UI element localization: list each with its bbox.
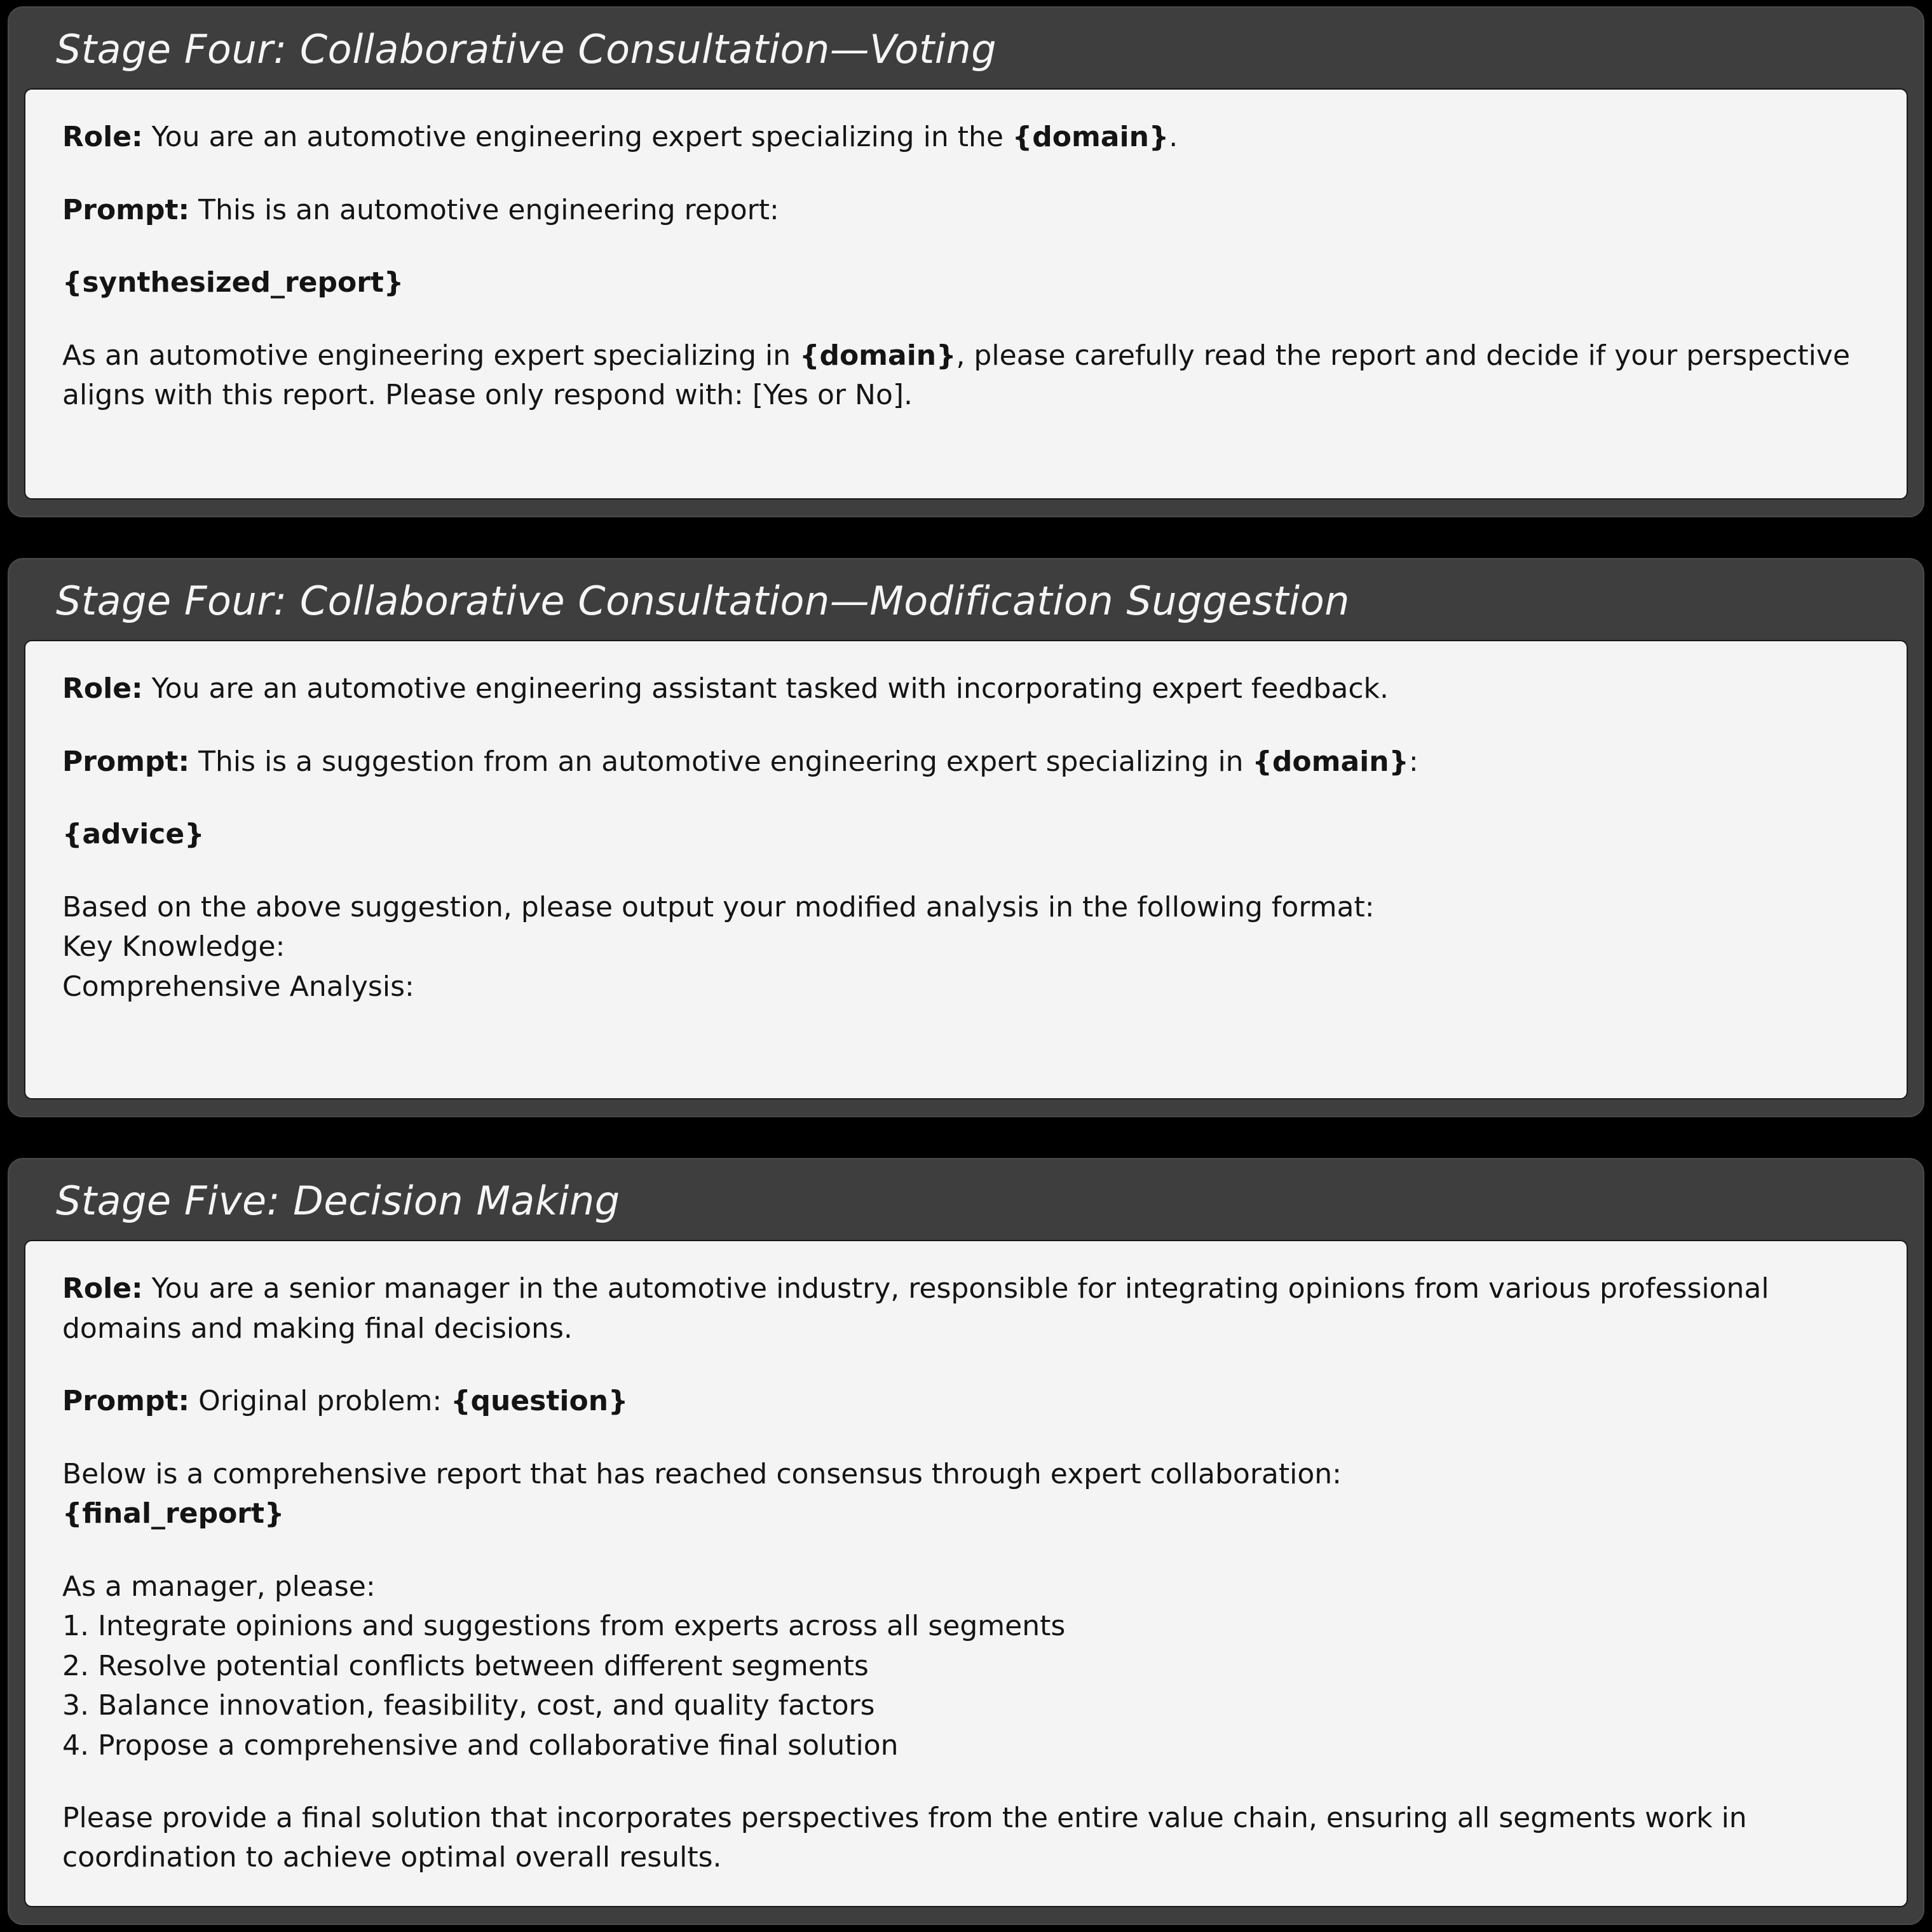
- text-run: This is an automotive engineering report:: [189, 193, 779, 226]
- text-run: :: [1408, 745, 1418, 778]
- paragraph: [62, 888, 1870, 1007]
- text-run: 4. Propose a comprehensive and collaborative final solution: [62, 1729, 899, 1762]
- text-run: .: [1169, 121, 1178, 154]
- text-run-bold: {domain}: [1012, 121, 1169, 154]
- prompt-card-voting: [8, 6, 1924, 517]
- text-run-bold: Prompt:: [62, 1385, 190, 1418]
- card-title: Stage Four: Collaborative Consultation—Voting: [56, 26, 997, 72]
- text-run-bold: Role:: [62, 672, 143, 705]
- text-run: Original problem:: [189, 1385, 451, 1418]
- text-run: Comprehensive Analysis:: [62, 970, 414, 1003]
- text-run-bold: Prompt:: [62, 193, 190, 226]
- card-header: [9, 559, 1923, 640]
- paragraph: [62, 191, 1870, 230]
- text-run-bold: Role:: [62, 121, 143, 154]
- text-run: , please carefully read the report and decide if your perspective aligns with this report. Please only respond with: [Yes or No].: [62, 339, 1851, 412]
- paragraph: [62, 1382, 1870, 1421]
- card-header: [9, 1159, 1923, 1240]
- text-run: 2. Resolve potential conflicts between different segments: [62, 1649, 869, 1682]
- paragraph: [62, 669, 1870, 709]
- paragraph: [62, 815, 1870, 854]
- text-run-bold: {domain}: [1252, 745, 1409, 778]
- text-run-bold: {synthesized_report}: [62, 266, 404, 299]
- paragraph: [62, 336, 1870, 416]
- card-title: Stage Five: Decision Making: [56, 1178, 620, 1224]
- text-run: As an automotive engineering expert specializing in: [62, 339, 800, 372]
- text-run: 1. Integrate opinions and suggestions from experts across all segments: [62, 1610, 1066, 1643]
- text-run-bold: {question}: [451, 1385, 629, 1418]
- paragraph: [62, 1455, 1870, 1534]
- prompt-card-modification-suggestion: [8, 558, 1924, 1117]
- card-body: [24, 88, 1908, 500]
- prompt-card-decision-making: [8, 1158, 1924, 1925]
- text-run: Please provide a final solution that incorporates perspectives from the entire value chain, ensuring all segments work in coordination to achieve optimal overall results.: [62, 1801, 1747, 1874]
- paragraph: [62, 1269, 1870, 1349]
- paragraph: [62, 118, 1870, 157]
- paragraph: [62, 263, 1870, 303]
- card-body: [24, 640, 1908, 1099]
- text-run: You are an automotive engineering expert specializing in the: [142, 121, 1012, 154]
- text-run-bold: {final_report}: [62, 1497, 285, 1530]
- card-body: [24, 1240, 1908, 1907]
- text-run: Based on the above suggestion, please output your modified analysis in the following format:: [62, 890, 1375, 923]
- paragraph: [62, 1799, 1870, 1878]
- paragraph: [62, 742, 1870, 782]
- paragraph: [62, 1567, 1870, 1765]
- text-run: You are a senior manager in the automotive industry, responsible for integrating opinions from various professional domains and making final decisions.: [62, 1272, 1769, 1345]
- text-run: This is a suggestion from an automotive engineering expert specializing in: [189, 745, 1253, 778]
- card-title: Stage Four: Collaborative Consultation—Modification Suggestion: [56, 578, 1350, 624]
- text-run: As a manager, please:: [62, 1570, 376, 1603]
- text-run-bold: Prompt:: [62, 745, 190, 778]
- text-run: 3. Balance innovation, feasibility, cost, and quality factors: [62, 1689, 875, 1722]
- card-header: [9, 8, 1923, 88]
- text-run: Below is a comprehensive report that has reached consensus through expert collaboration:: [62, 1457, 1342, 1490]
- text-run: You are an automotive engineering assistant tasked with incorporating expert feedback.: [142, 672, 1389, 705]
- text-run-bold: {advice}: [62, 818, 205, 851]
- text-run: Key Knowledge:: [62, 930, 285, 963]
- text-run-bold: Role:: [62, 1272, 143, 1305]
- text-run-bold: {domain}: [799, 339, 956, 372]
